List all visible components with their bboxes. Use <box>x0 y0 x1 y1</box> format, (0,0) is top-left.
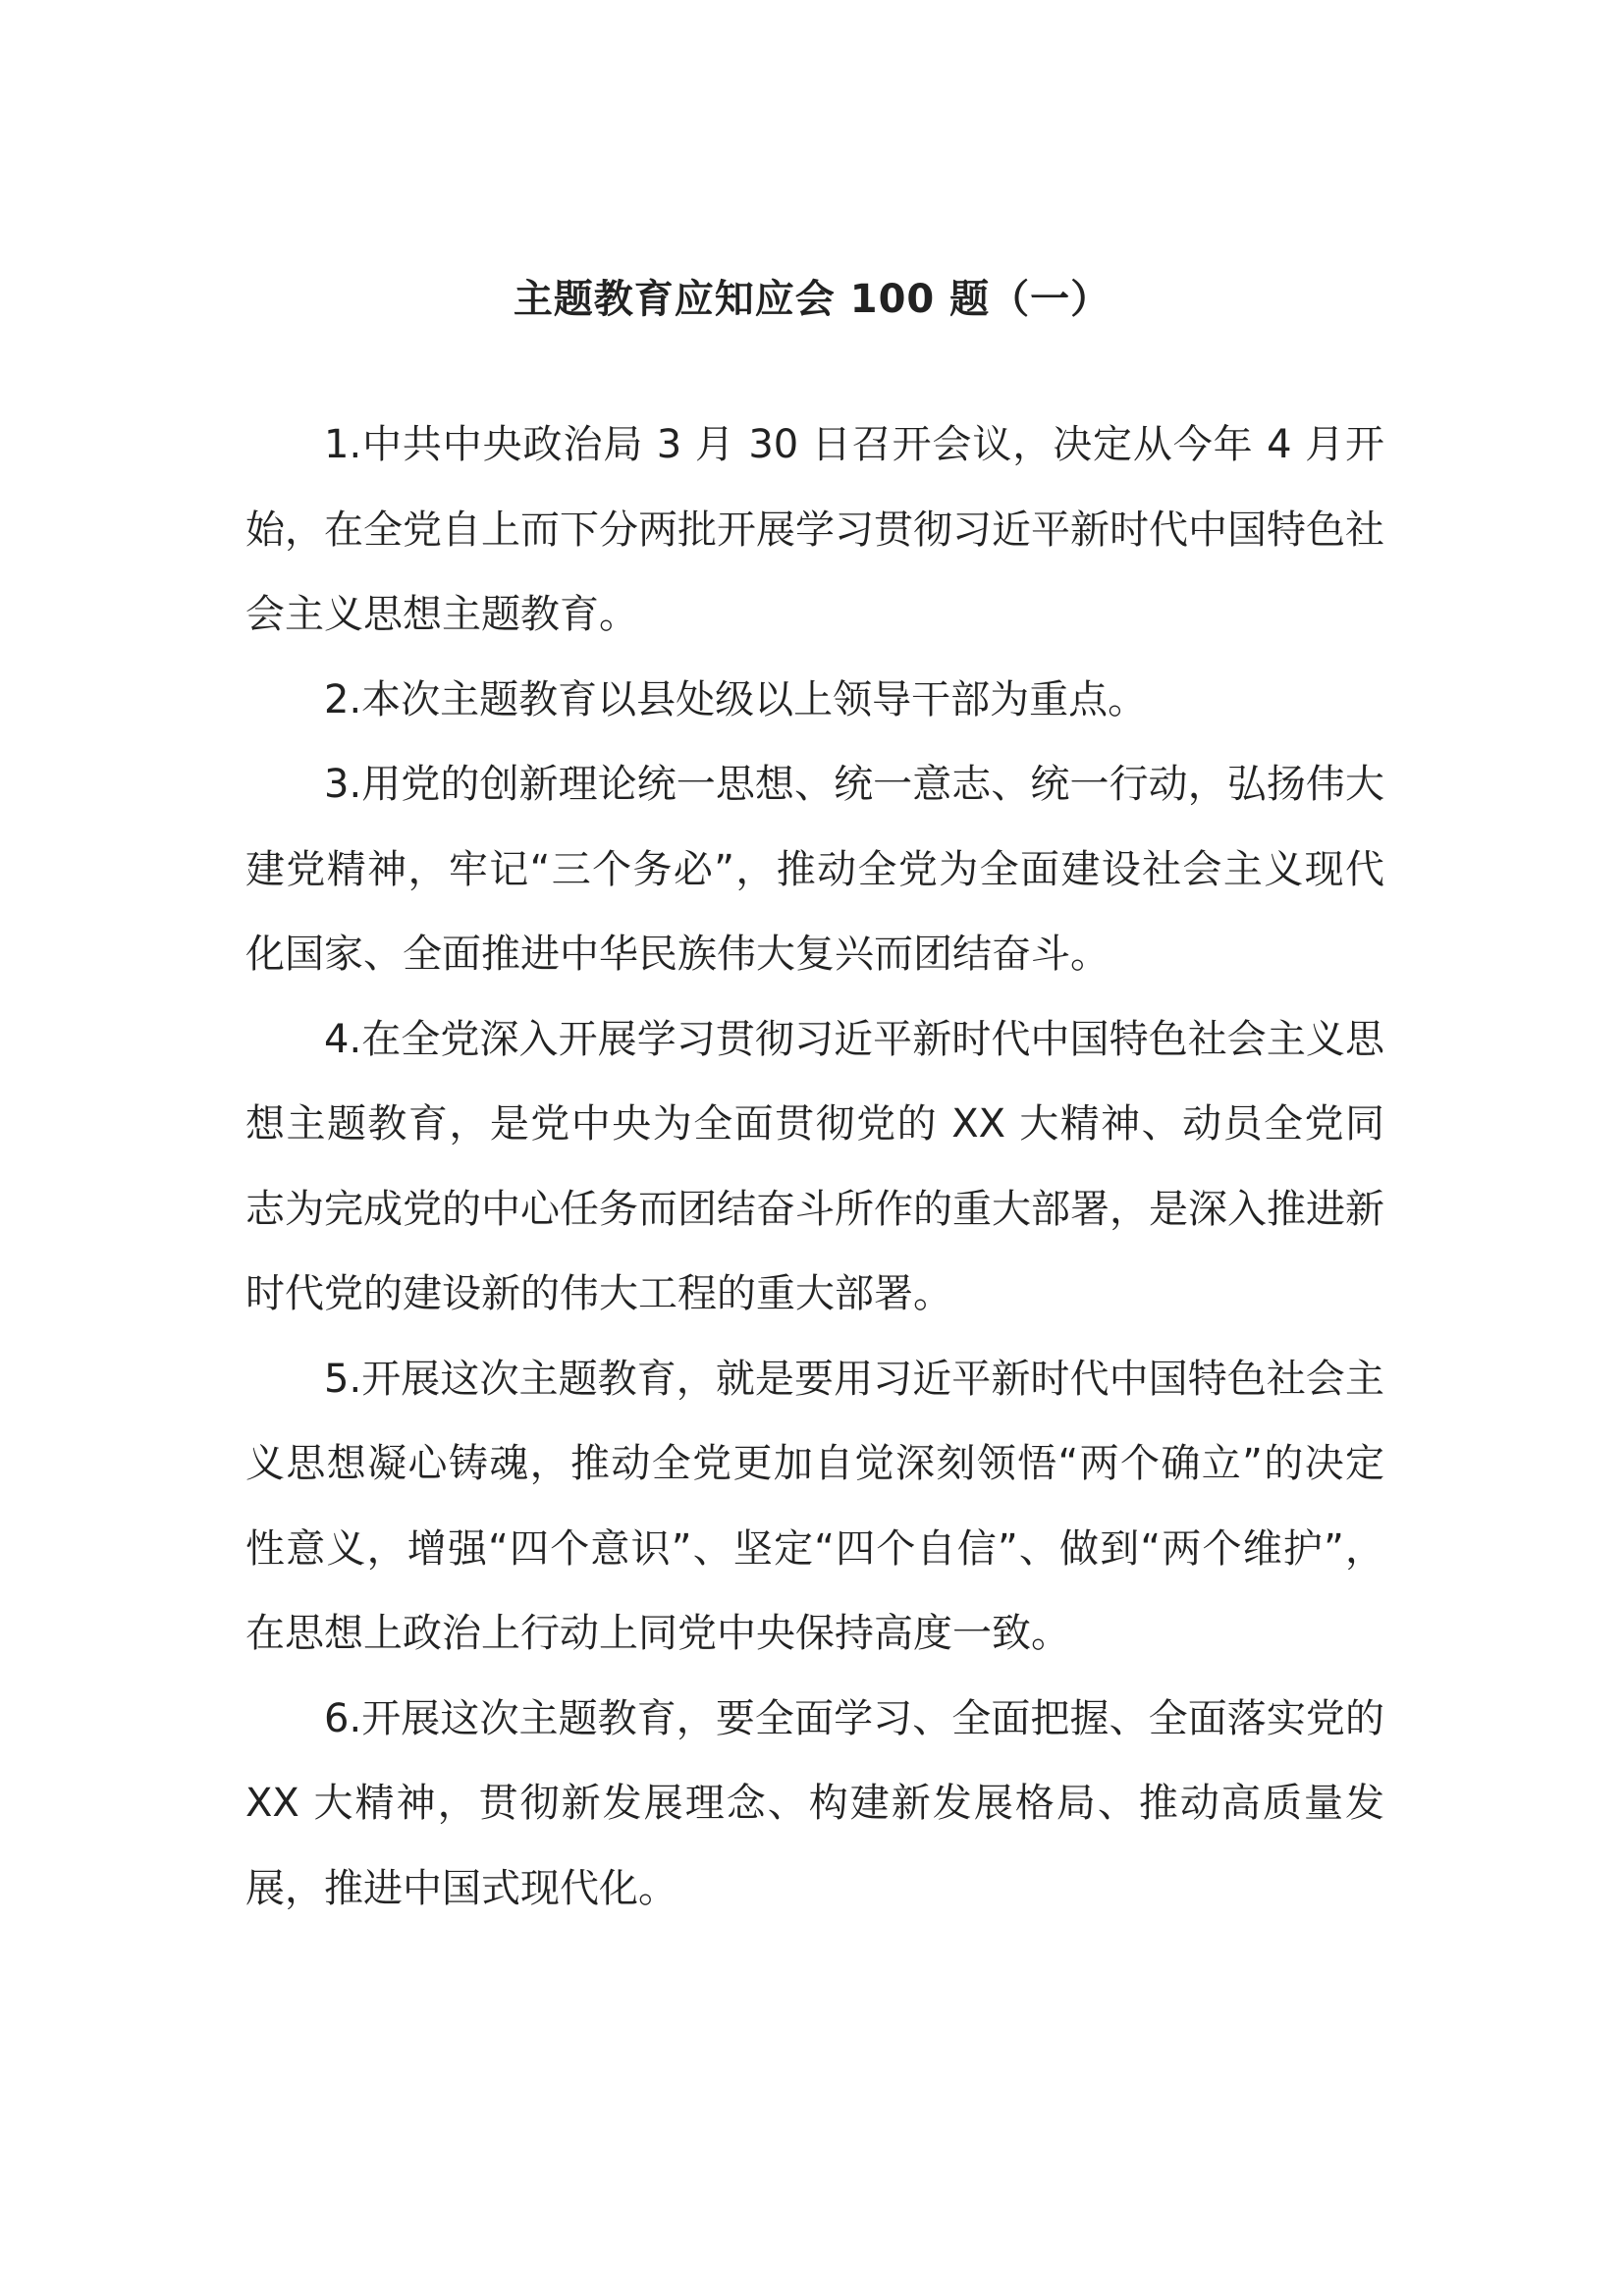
document-title: 主题教育应知应会 100 题（一） <box>513 277 1111 322</box>
paragraph-4: 4.在全党深入开展学习贯彻习近平新时代中国特色社会主义思想主题教育，是党中央为全面贯彻党的 XX 大精神、动员全党同志为完成党的中心任务而团结奋斗所作的重大部署，是深入推进新时代党的建设新的伟大工程的重大部署。 <box>245 1016 1384 1316</box>
paragraph-3: 3.用党的创新理论统一思想、统一意志、统一行动，弘扬伟大建党精神，牢记“三个务必”，推动全党为全面建设社会主义现代化国家、全面推进中华民族伟大复兴而团结奋斗。 <box>245 762 1384 977</box>
paragraph-2: 2.本次主题教育以县处级以上领导干部为重点。 <box>324 676 1148 722</box>
paragraph-6: 6.开展这次主题教育，要全面学习、全面把握、全面落实党的 XX 大精神，贯彻新发展理念、构建新发展格局、推动高质量发展，推进中国式现代化。 <box>245 1695 1384 1911</box>
paragraph-1: 1.中共中央政治局 3 月 30 日召开会议，决定从今年 4 月开始，在全党自上而下分两批开展学习贯彻习近平新时代中国特色社会主义思想主题教育。 <box>245 422 1384 637</box>
document-body <box>245 402 1384 1931</box>
paragraph-5: 5.开展这次主题教育，就是要用习近平新时代中国特色社会主义思想凝心铸魂，推动全党更加自觉深刻领悟“两个确立”的决定性意义，增强“四个意识”、坚定“四个自信”、做到“两个维护”，在思想上政治上行动上同党中央保持高度一致。 <box>245 1356 1384 1656</box>
